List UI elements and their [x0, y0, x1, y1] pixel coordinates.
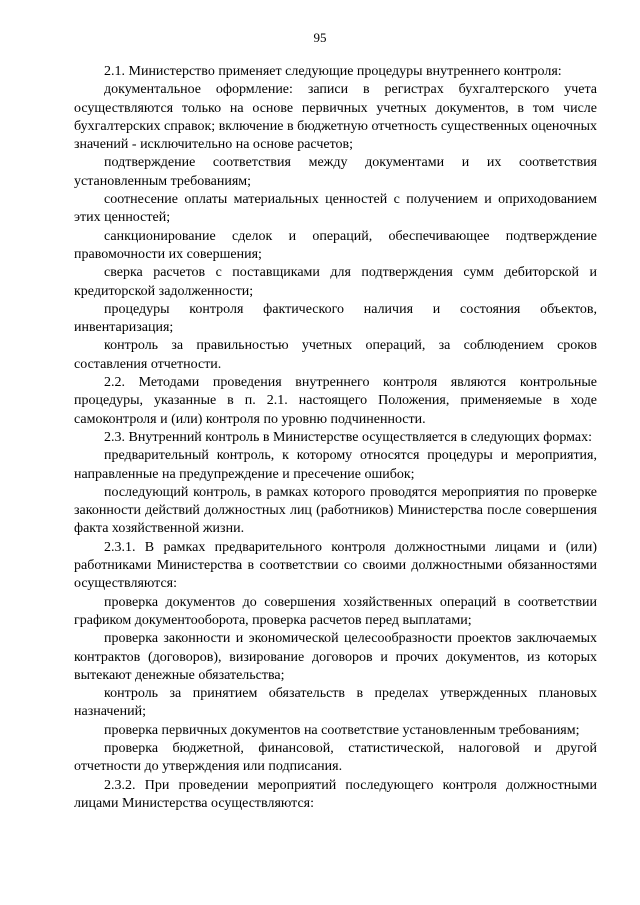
- paragraph-item: процедуры контроля фактического наличия и состояния объектов, инвентаризация;: [74, 301, 597, 336]
- paragraph-item: последующий контроль, в рамках которого проводятся мероприятия по проверке законности действий должностных лиц (работников) Министерства после совершения факта хозяйственной жизни.: [74, 484, 597, 537]
- paragraph-item: проверка бюджетной, финансовой, статистической, налоговой и другой отчетности до утверждения или подписания.: [74, 740, 597, 775]
- paragraph-2-2: 2.2. Методами проведения внутреннего контроля являются контрольные процедуры, указанные в п. 2.1. настоящего Положения, применяемые в ходе самоконтроля и (или) контроля по уровню подчиненности.: [74, 375, 597, 427]
- paragraph-item: проверка документов до совершения хозяйственных операций в соответствии графиком документооборота, проверка расчетов перед выплатами;: [74, 594, 597, 628]
- paragraph-item: контроль за принятием обязательств в пределах утвержденных плановых назначений;: [74, 686, 597, 720]
- paragraph-2-3-2: 2.3.2. При проведении мероприятий последующего контроля должностными лицами Министерства осуществляются:: [74, 777, 597, 811]
- paragraph-item: предварительный контроль, к которому относятся процедуры и мероприятия, направленные на предупреждение и пресечение ошибок;: [74, 448, 597, 482]
- paragraph-item: санкционирование сделок и операций, обеспечивающее подтверждение правомочности их совершения;: [74, 228, 597, 262]
- paragraph-item: проверка законности и экономической целесообразности проектов заключаемых контрактов (договоров), визирование договоров и прочих документов, из которых вытекают денежные обязательства;: [74, 631, 597, 683]
- document-body: [74, 63, 597, 813]
- page-number: 95: [313, 30, 327, 45]
- paragraph-item: документальное оформление: записи в регистрах бухгалтерского учета осуществляются только на основе первичных учетных документов, в том числе бухгалтерских справок; включение в бюджетную отчетность существенных оценочных значений - исключительно на основе расчетов;: [74, 82, 597, 153]
- paragraph-item: подтверждение соответствия между документами и их соответствия установленным требованиям;: [74, 155, 597, 189]
- paragraph-2-3: 2.3. Внутренний контроль в Министерстве осуществляется в следующих формах:: [104, 429, 592, 445]
- paragraph-item: сверка расчетов с поставщиками для подтверждения сумм дебиторской и кредиторской задолженности;: [74, 265, 597, 299]
- paragraph-item: соотнесение оплаты материальных ценностей с получением и оприходованием этих ценностей;: [74, 192, 597, 226]
- paragraph-2-3-1: 2.3.1. В рамках предварительного контроля должностными лицами и (или) работниками Министерства в соответствии со своими должностными обязанностями осуществляются:: [74, 539, 597, 592]
- paragraph-item: проверка первичных документов на соответствие установленным требованиям;: [104, 722, 580, 738]
- paragraph-item: контроль за правильностью учетных операций, за соблюдением сроков составления отчетности.: [74, 338, 597, 372]
- paragraph-2-1: 2.1. Министерство применяет следующие процедуры внутреннего контроля:: [104, 64, 562, 79]
